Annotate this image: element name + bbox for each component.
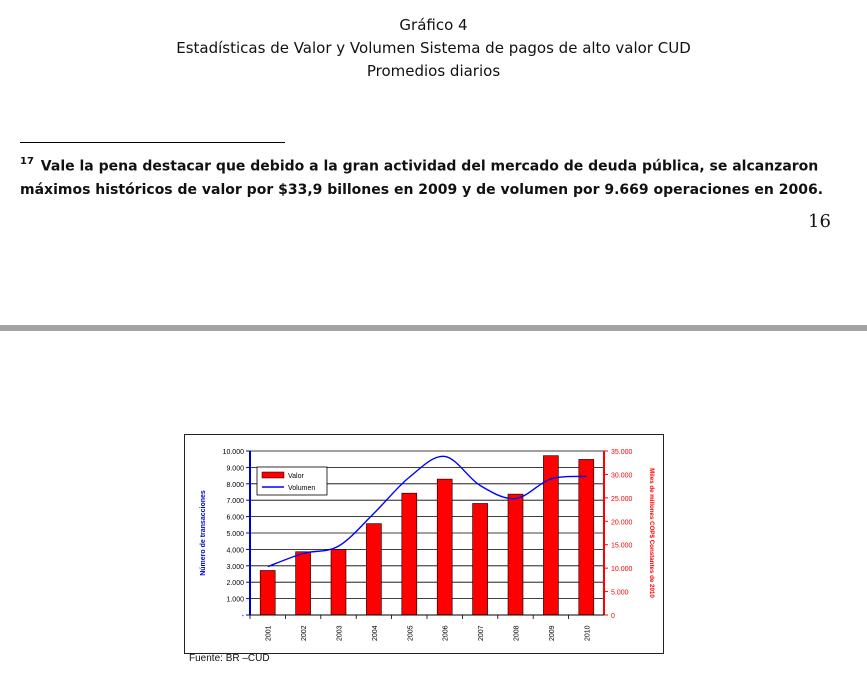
x-tick-label: 2007: [478, 625, 486, 641]
x-tick-label: 2008: [513, 625, 521, 641]
footnote-number: 17: [20, 156, 34, 167]
combo-chart: [185, 435, 663, 653]
right-axis-title: Miles de millones COP$ Constantes de 2010: [648, 468, 655, 598]
x-tick-label: 2001: [265, 625, 273, 641]
left-tick-label: 8.000: [226, 481, 244, 489]
x-tick-label: 2004: [371, 625, 379, 641]
right-tick-label: 25.000: [611, 495, 633, 503]
page-number: 16: [808, 211, 831, 232]
bar-2001: [260, 570, 275, 615]
bar-2004: [366, 524, 381, 615]
right-tick-label: 35.000: [611, 449, 633, 456]
page-break-bar: [0, 325, 867, 331]
bar-2007: [473, 503, 488, 615]
footnote-text: Vale la pena destacar que debido a la gran actividad del mercado de deuda pública, se alcanzaron máximos históricos de valor por $33,9 billones en 2009 y de volumen por 9.669 operaciones en 2006.: [20, 158, 824, 198]
left-tick-label: -: [241, 613, 244, 620]
left-tick-label: 9.000: [226, 465, 244, 473]
left-tick-label: 6.000: [226, 514, 244, 522]
left-tick-label: 4.000: [226, 547, 244, 555]
bar-2010: [579, 459, 594, 615]
x-tick-label: 2002: [301, 625, 309, 641]
footnote: [20, 151, 840, 202]
footnote-rule: [20, 142, 285, 143]
bar-2005: [402, 493, 417, 615]
bar-2006: [437, 479, 452, 615]
bar-2002: [296, 552, 311, 615]
left-tick-label: 10.000: [222, 449, 244, 456]
x-tick-label: 2006: [442, 625, 450, 641]
right-tick-label: 10.000: [611, 566, 633, 574]
left-tick-label: 7.000: [226, 498, 244, 506]
source-note: Fuente: BR –CUD: [189, 653, 270, 664]
left-tick-label: 1.000: [226, 596, 244, 604]
x-tick-label: 2003: [336, 625, 344, 641]
caption-line-3: Promedios diarios: [366, 62, 501, 80]
legend-label-valor: Valor: [288, 473, 304, 480]
bar-2003: [331, 549, 346, 615]
left-axis-title: Número de transacciones: [200, 490, 207, 576]
right-tick-label: 0: [611, 613, 615, 620]
legend-label-volumen: Volumen: [288, 485, 316, 492]
right-tick-label: 20.000: [611, 519, 633, 527]
chart-frame: [184, 434, 664, 654]
chart-caption: [0, 14, 867, 83]
right-tick-label: 5.000: [611, 589, 629, 597]
caption-line-1: Gráfico 4: [399, 16, 468, 34]
bar-2008: [508, 494, 523, 615]
x-tick-label: 2009: [548, 625, 556, 641]
left-tick-label: 5.000: [226, 531, 244, 538]
right-tick-label: 15.000: [611, 542, 633, 550]
legend-swatch-valor: [262, 472, 284, 478]
caption-line-2: Estadísticas de Valor y Volumen Sistema de pagos de alto valor CUD: [176, 39, 691, 57]
left-tick-label: 3.000: [226, 563, 244, 571]
left-tick-label: 2.000: [226, 580, 244, 588]
x-tick-label: 2005: [407, 625, 415, 641]
x-tick-label: 2010: [584, 625, 592, 641]
right-tick-label: 30.000: [611, 472, 633, 480]
